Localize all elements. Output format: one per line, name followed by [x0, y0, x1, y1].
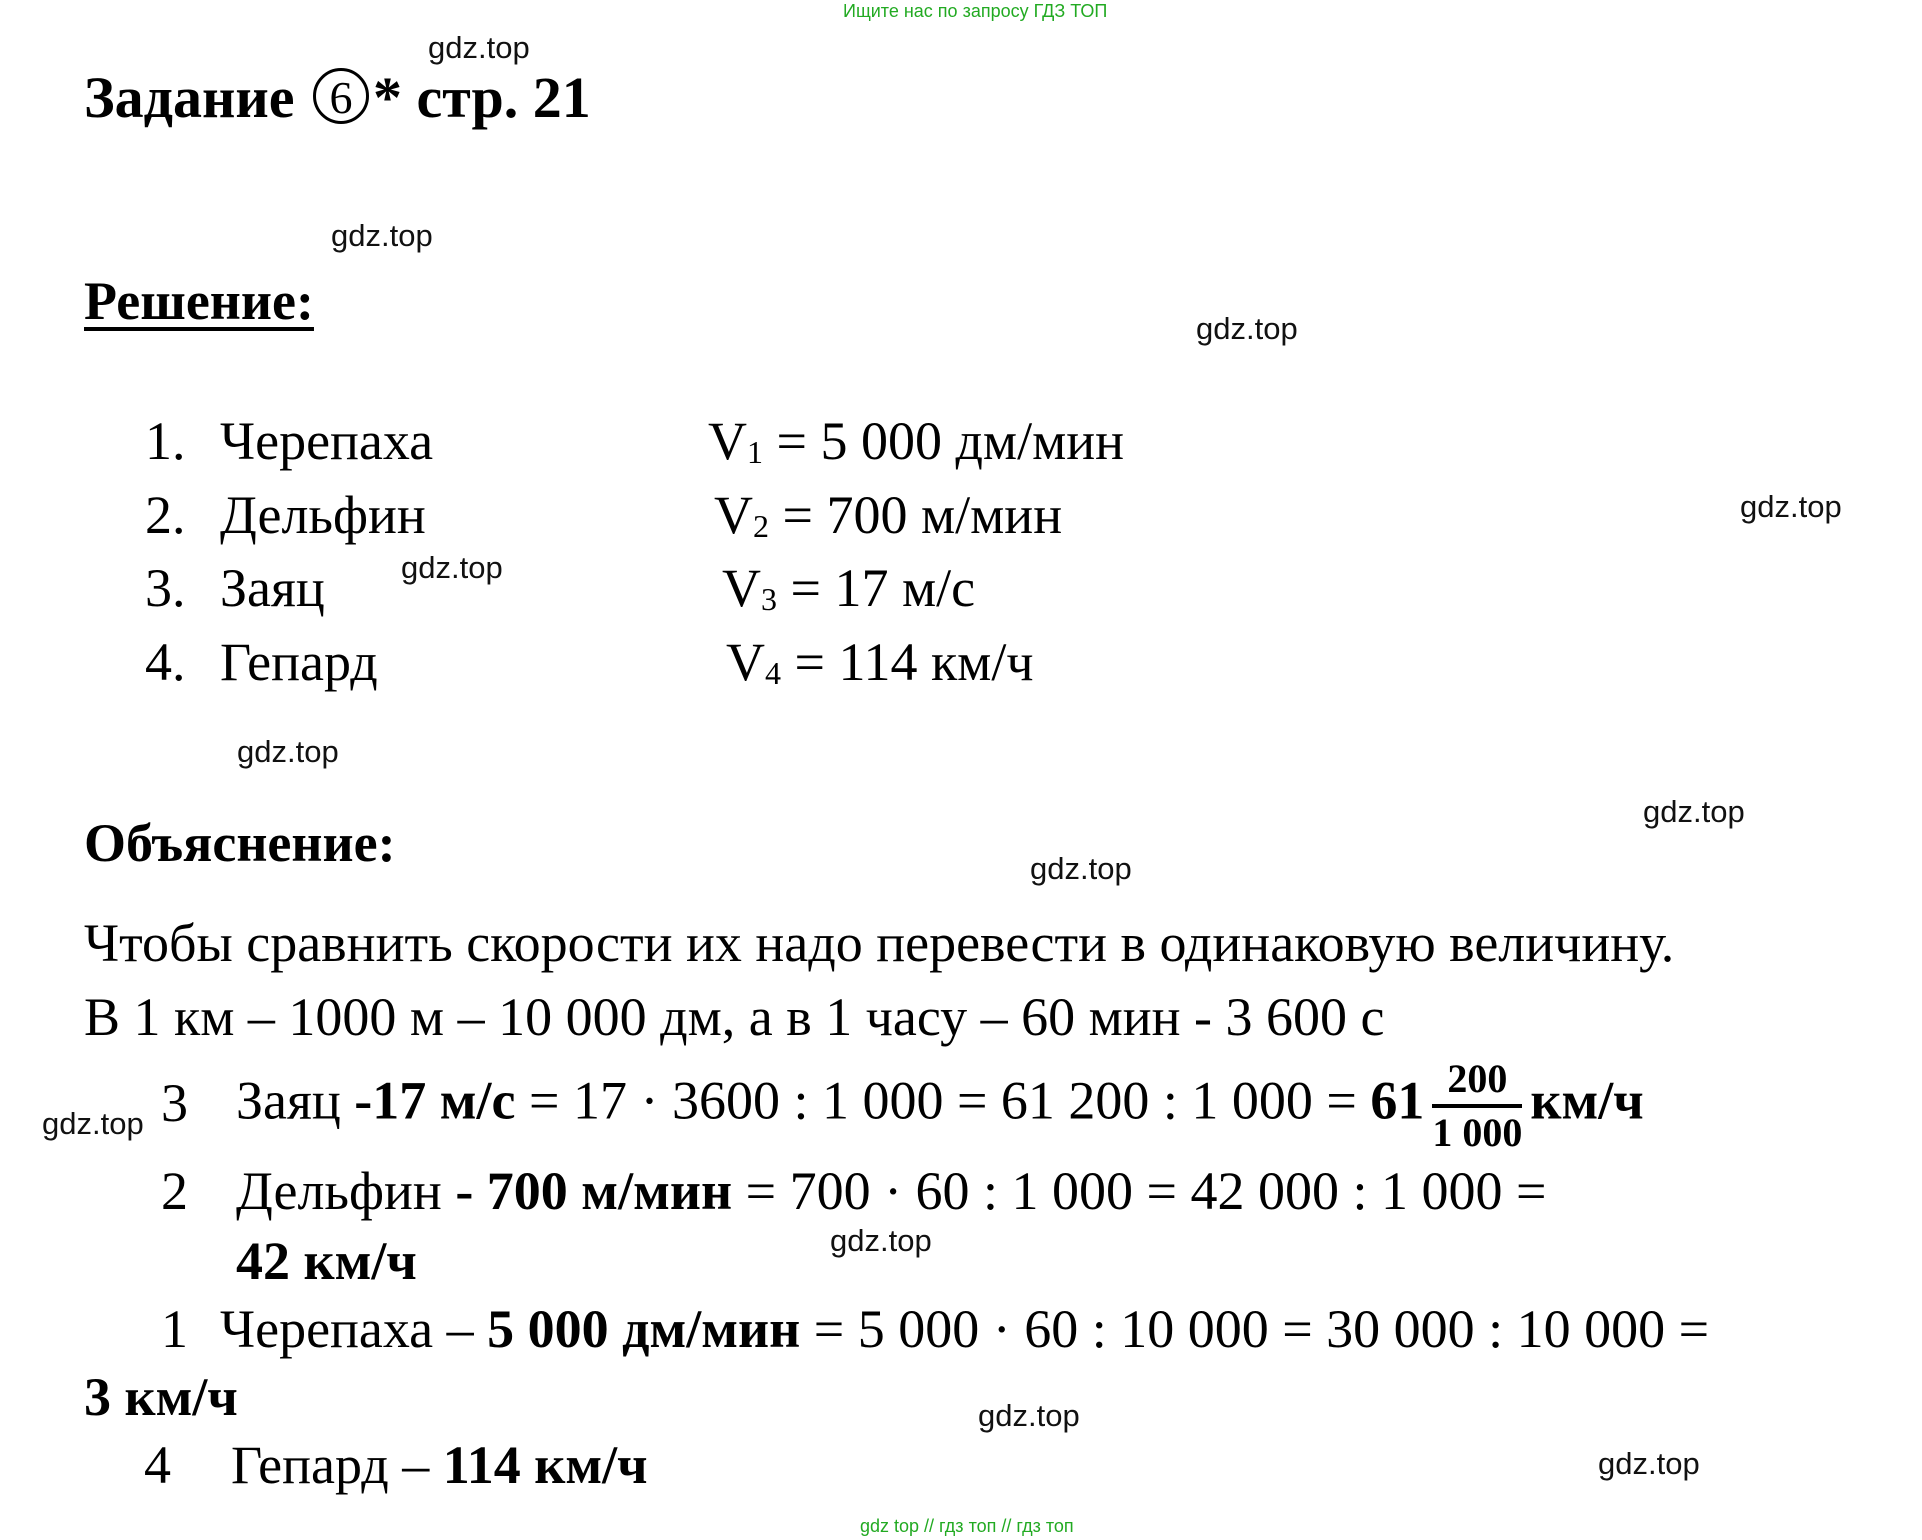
animal-number: 3. [145, 558, 186, 618]
animal-name: Дельфин [220, 485, 426, 545]
page-title [84, 64, 591, 131]
watermark: gdz.top [830, 1223, 932, 1258]
calc-hare: Заяц -17 м/с = 17 · 3600 : 1 000 = 61 200 : 1 000 = 61 $\frac{200}{1 000}$ км/ч [236, 1056, 1644, 1155]
calc-cheetah: Гепард – 114 км/ч [231, 1435, 648, 1495]
animal-number: 4. [145, 632, 186, 692]
watermark: gdz.top [1740, 489, 1842, 524]
watermark: gdz.top [237, 734, 339, 769]
animal-name: Заяц [220, 558, 325, 618]
calc-turtle-number: 1 [161, 1299, 188, 1359]
calc-dolphin: Дельфин - 700 м/мин = 700 · 60 : 1 000 = 42 000 : 1 000 = [236, 1161, 1547, 1221]
animal-speed: V1 = 5 000 дм/мин [708, 411, 1125, 471]
watermark: gdz.top [1643, 794, 1745, 829]
watermark: gdz.top [1598, 1446, 1700, 1481]
solution-heading: Решение: [84, 271, 314, 331]
watermark: gdz.top [401, 550, 503, 585]
explanation-line: Чтобы сравнить скорости их надо перевести в одинаковую величину. [84, 913, 1675, 973]
animal-name: Гепард [220, 632, 378, 692]
task-number-circle: 6 [313, 68, 369, 124]
watermark: gdz.top [978, 1398, 1080, 1433]
title-suffix: * стр. 21 [373, 65, 591, 130]
watermark: gdz.top [331, 218, 433, 253]
animal-speed: V4 = 114 км/ч [726, 632, 1034, 692]
watermark: gdz.top [1030, 851, 1132, 886]
top-banner: Ищите нас по запросу ГДЗ ТОП [843, 1, 1108, 21]
explanation-line: В 1 км – 1000 м – 10 000 дм, а в 1 часу – 60 мин - 3 600 с [84, 987, 1385, 1047]
fraction: $\frac{200}{1 000}$ [1432, 1056, 1523, 1155]
animal-number: 2. [145, 485, 186, 545]
bottom-banner: gdz top // гдз топ // гдз топ [860, 1516, 1074, 1536]
calc-turtle: Черепаха – 5 000 дм/мин = 5 000 · 60 : 10 000 = 30 000 : 10 000 = [220, 1299, 1710, 1359]
animal-number: 1. [145, 411, 186, 471]
calc-cheetah-number: 4 [144, 1435, 171, 1495]
explanation-heading: Объяснение: [84, 813, 396, 873]
animal-speed: V2 = 700 м/мин [714, 485, 1063, 545]
watermark: gdz.top [1196, 311, 1298, 346]
calc-turtle-result: 3 км/ч [84, 1367, 238, 1427]
calc-hare-number: 3 [161, 1073, 188, 1133]
watermark: gdz.top [42, 1106, 144, 1141]
calc-dolphin-result: 42 км/ч [236, 1231, 417, 1291]
title-prefix: Задание [84, 65, 295, 130]
watermark: gdz.top [428, 30, 530, 65]
animal-speed: V3 = 17 м/с [722, 558, 976, 618]
calc-dolphin-number: 2 [161, 1161, 188, 1221]
animal-name: Черепаха [220, 411, 434, 471]
